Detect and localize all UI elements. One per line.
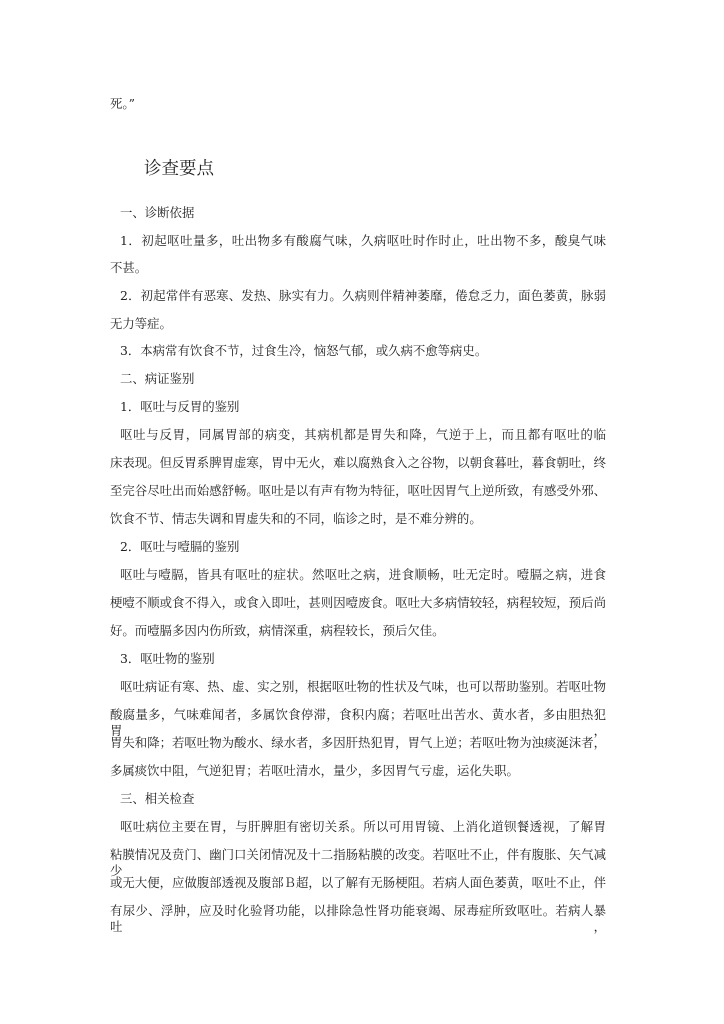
heading-diagnosis-basis: 一、诊断依据 — [120, 205, 195, 220]
subheading-vomiting-vs-regurgitation: 1．呕吐与反胃的鉴别 — [120, 399, 240, 414]
paragraph-line: 1．初起呕吐量多，吐出物多有酸腐气味，久病呕吐时作时止，吐出物不多，酸臭气味 — [120, 233, 606, 248]
paragraph-line: 胃失和降；若呕吐物为酸水、绿水者，多因肝热犯胃，胃气上逆；若呕吐物为浊痰涎沫者， — [110, 735, 606, 750]
paragraph-line: 不甚。 — [110, 260, 148, 275]
carryover-line: 死。” — [110, 96, 135, 111]
paragraph-line: 呕吐与噎膈，皆具有呕吐的症状。然呕吐之病，进食顺畅，吐无定时。噎膈之病，进食 — [120, 567, 606, 582]
paragraph-line: 饮食不节、情志失调和胃虚失和的不同，临诊之时，是不难分辨的。 — [110, 511, 482, 526]
paragraph-line: 至完谷尽吐出而始感舒畅。呕吐是以有声有物为特征，呕吐因胃气上逆所致，有感受外邪、 — [110, 483, 606, 498]
paragraph-line: 呕吐病位主要在胃，与肝脾胆有密切关系。所以可用胃镜、上消化道钡餐透视，了解胃 — [120, 819, 606, 834]
paragraph-line: 酸腐量多，气味难闻者，多属饮食停滞，食积内腐；若呕吐出苦水、黄水者，多由胆热犯胃， — [110, 707, 606, 738]
paragraph-line: 梗噎不顺或食不得入，或食入即吐，甚则因噎废食。呕吐大多病情较轻，病程较短，预后尚 — [110, 595, 606, 610]
paragraph-line: 有尿少、浮肿，应及时化验肾功能，以排除急性肾功能衰竭、尿毒症所致呕吐。若病人暴吐， — [110, 903, 606, 934]
subheading-vomiting-vs-dysphagia: 2．呕吐与噎膈的鉴别 — [120, 539, 240, 554]
heading-related-tests: 三、相关检查 — [120, 791, 195, 806]
heading-differential: 二、病证鉴别 — [120, 371, 195, 386]
paragraph-line: 无力等症。 — [110, 316, 172, 331]
paragraph-line: 呕吐与反胃，同属胃部的病变，其病机都是胃失和降，气逆于上，而且都有呕吐的临 — [120, 427, 606, 442]
subheading-vomitus: 3．呕吐物的鉴别 — [120, 651, 215, 666]
paragraph-line: 粘膜情况及贲门、幽门口关闭情况及十二指肠粘膜的改变。若呕吐不止，伴有腹胀、矢气减少 — [110, 847, 606, 878]
paragraph-line: 或无大便，应做腹部透视及腹部Ｂ超，以了解有无肠梗阻。若病人面色萎黄，呕吐不止，伴 — [110, 875, 606, 890]
paragraph-line: 好。而噎膈多因内伤所致，病情深重，病程较长，预后欠佳。 — [110, 623, 445, 638]
paragraph-line: 呕吐病证有寒、热、虚、实之别，根据呕吐物的性状及气味，也可以帮助鉴别。若呕吐物 — [120, 679, 606, 694]
paragraph-line: 3．本病常有饮食不节，过食生冷，恼怒气郁，或久病不愈等病史。 — [120, 343, 488, 358]
paragraph-line: 多属痰饮中阻，气逆犯胃；若呕吐清水，量少，多因胃气亏虚，运化失职。 — [110, 763, 519, 778]
paragraph-line: 2．初起常伴有恶寒、发热、脉实有力。久病则伴精神萎靡，倦怠乏力，面色萎黄，脉弱 — [120, 288, 606, 303]
paragraph-line: 床表现。但反胃系脾胃虚寒，胃中无火，难以腐熟食入之谷物，以朝食暮吐，暮食朝吐，终 — [110, 455, 606, 470]
section-title: 诊查要点 — [144, 159, 214, 179]
